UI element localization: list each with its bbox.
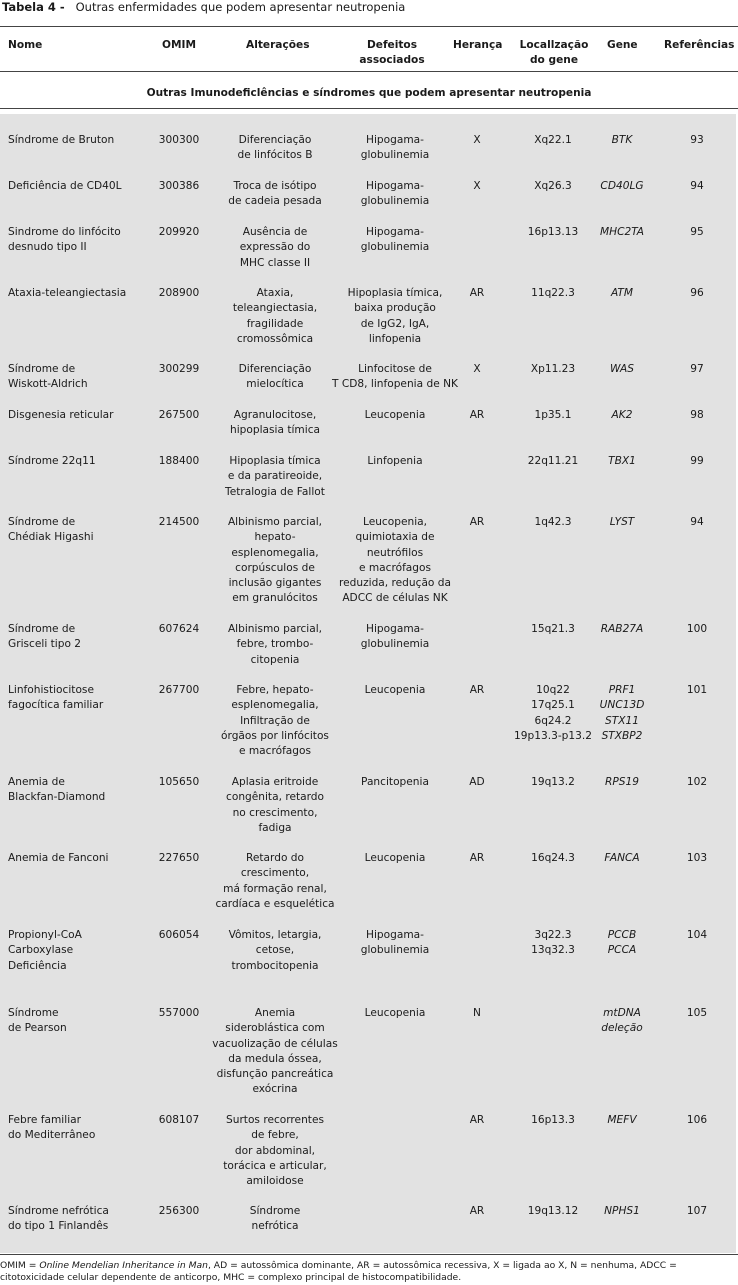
cell-heranca: AR: [469, 852, 485, 864]
cell-alteracoes: Albinismo parcial, hepato- esplenomegalia, corpúsculos de inclusão gigantes em granulócitos: [227, 516, 323, 605]
cell-local: 16q24.3: [531, 852, 575, 864]
top-rule: [0, 26, 738, 27]
cell-local: 10q22 17q25.1 6q24.2 19p13.3-p13.2: [514, 684, 592, 742]
header-defeitos: Defeitos associados: [359, 39, 425, 66]
section-rule: [0, 108, 738, 109]
cell-alteracoes: Troca de isótipo de cadeia pesada: [228, 180, 322, 208]
cell-gene: ATM: [610, 287, 634, 299]
cell-defeitos: Hipogama- globulinemia: [360, 134, 430, 162]
cell-local: 11q22.3: [531, 287, 575, 299]
cell-alteracoes: Surtos recorrentes de febre, dor abdominal, torácica e articular, amiloidose: [223, 1114, 327, 1188]
cell-defeitos: Hipogama- globulinemia: [360, 623, 430, 651]
cell-defeitos: Leucopenia, quimiotaxia de neutrófilos e macrófagos reduzida, redução da ADCC de células NK: [339, 516, 451, 605]
cell-defeitos: Leucopenia: [364, 1007, 426, 1019]
cell-defeitos: Linfocitose de T CD8, linfopenia de NK: [332, 363, 458, 391]
section-title: Outras Imunodeficlências e síndromes que podem apresentar neutropenia: [146, 87, 592, 99]
header-alteracoes: Alterações: [246, 39, 310, 51]
cell-defeitos: Hipogama- globulinemia: [360, 180, 430, 208]
cell-nome: Anemia de Blackfan-Diamond: [8, 776, 106, 804]
cell-defeitos: Leucopenia: [364, 409, 426, 421]
cell-local: 15q21.3: [531, 623, 575, 635]
cell-omim: 557000: [158, 1007, 200, 1019]
cell-omim: 300386: [158, 180, 200, 192]
cell-gene: FANCA: [604, 852, 640, 864]
cell-ref: 96: [690, 287, 704, 299]
footnote: [0, 1260, 736, 1284]
cell-heranca: AR: [469, 409, 485, 421]
cell-omim: 214500: [158, 516, 200, 528]
cell-nome: Ataxia-teleangiectasia: [8, 287, 127, 299]
cell-gene: AK2: [611, 409, 633, 421]
cell-ref: 107: [686, 1205, 708, 1217]
cell-local: Xq22.1: [534, 134, 572, 146]
cell-gene: mtDNA deleção: [601, 1007, 643, 1035]
cell-heranca: AD: [469, 776, 485, 788]
cell-heranca: N: [473, 1007, 481, 1019]
cell-heranca: X: [473, 363, 481, 375]
cell-omim: 608107: [158, 1114, 200, 1126]
cell-defeitos: Linfopenia: [367, 455, 423, 467]
cell-gene: TBX1: [608, 455, 636, 467]
cell-heranca: AR: [469, 287, 485, 299]
cell-omim: 208900: [158, 287, 200, 299]
cell-ref: 93: [690, 134, 704, 146]
cell-nome: Síndrome nefrótica do tipo 1 Finlandês: [8, 1205, 109, 1233]
cell-defeitos: Hipogama- globulinemia: [360, 929, 430, 957]
cell-gene: RAB27A: [600, 623, 644, 635]
cell-omim: 267500: [158, 409, 200, 421]
cell-gene: MHC2TA: [600, 226, 644, 238]
cell-gene: NPHS1: [604, 1205, 640, 1217]
cell-alteracoes: Diferenciação mielocítica: [238, 363, 312, 391]
cell-alteracoes: Ataxia, teleangiectasia, fragilidade cromossômica: [232, 287, 318, 345]
cell-ref: 100: [686, 623, 708, 635]
cell-ref: 102: [686, 776, 708, 788]
cell-gene: BTK: [611, 134, 633, 146]
cell-local: Xq26.3: [534, 180, 572, 192]
cell-defeitos: Leucopenia: [364, 852, 426, 864]
cell-local: 3q22.3 13q32.3: [531, 929, 575, 957]
cell-gene: LYST: [609, 516, 635, 528]
cell-nome: Deficiência de CD40L: [8, 180, 122, 192]
cell-ref: 101: [686, 684, 708, 696]
header-gene: Gene: [607, 39, 638, 51]
cell-ref: 106: [686, 1114, 708, 1126]
cell-alteracoes: Febre, hepato- esplenomegalia, Infiltração de órgãos por linfócitos e macrófagos: [221, 684, 329, 758]
cell-omim: 300299: [158, 363, 200, 375]
cell-omim: 607624: [158, 623, 200, 635]
cell-nome: Síndrome de Wiskott-Aldrich: [8, 363, 88, 391]
table-label: Tabela 4 -: [2, 0, 65, 14]
cell-local: Xp11.23: [530, 363, 576, 375]
cell-heranca: AR: [469, 684, 485, 696]
cell-alteracoes: Aplasia eritroide congênita, retardo no crescimento, fadiga: [226, 776, 324, 834]
header-referencias: Referências: [664, 39, 735, 51]
table-header: [0, 36, 738, 72]
cell-ref: 104: [686, 929, 708, 941]
cell-ref: 94: [690, 180, 704, 192]
bottom-rule: [0, 1254, 738, 1255]
cell-defeitos: Hipoplasia tímica, baixa produção de IgG2, IgA, linfopenia: [347, 287, 443, 345]
cell-heranca: X: [473, 180, 481, 192]
cell-local: 19q13.12: [527, 1205, 579, 1217]
cell-heranca: AR: [469, 516, 485, 528]
cell-local: 22q11.21: [527, 455, 579, 467]
cell-nome: Propionyl-CoA Carboxylase Deficiência: [8, 929, 82, 972]
cell-alteracoes: Vômitos, letargia, cetose, trombocitopenia: [228, 929, 322, 972]
cell-alteracoes: Hipoplasia tímica e da paratireoide, Tetralogia de Fallot: [225, 455, 325, 498]
cell-gene: PCCB PCCA: [607, 929, 637, 957]
cell-nome: Síndrome 22q11: [8, 455, 96, 467]
cell-nome: Síndrome de Bruton: [8, 134, 115, 146]
cell-defeitos: Pancitopenia: [361, 776, 429, 788]
cell-ref: 94: [690, 516, 704, 528]
cell-heranca: AR: [469, 1114, 485, 1126]
cell-alteracoes: Agranulocitose, hipoplasia tímica: [229, 409, 321, 437]
cell-nome: Febre familiar do Mediterrâneo: [8, 1114, 96, 1142]
cell-omim: 227650: [158, 852, 200, 864]
cell-ref: 105: [686, 1007, 708, 1019]
cell-nome: Sindrome do linfócito desnudo tipo II: [8, 226, 121, 254]
cell-gene: PRF1 UNC13D STX11 STXBP2: [599, 684, 645, 742]
cell-omim: 256300: [158, 1205, 200, 1217]
header-rule: [0, 71, 738, 72]
cell-local: 16p13.3: [531, 1114, 575, 1126]
cell-local: 1p35.1: [534, 409, 572, 421]
cell-defeitos: Leucopenia: [364, 684, 426, 696]
footnote-italic: Online Mendelian Inheritance in Man: [39, 1260, 208, 1271]
cell-gene: MEFV: [607, 1114, 637, 1126]
cell-nome: Disgenesia reticular: [8, 409, 114, 421]
cell-local: 1q42.3: [534, 516, 572, 528]
cell-gene: WAS: [610, 363, 634, 375]
footnote-lead: OMIM =: [0, 1260, 40, 1271]
cell-nome: Síndrome de Pearson: [8, 1007, 67, 1035]
cell-ref: 99: [690, 455, 704, 467]
header-omim: OMIM: [162, 39, 197, 51]
cell-heranca: AR: [469, 1205, 485, 1217]
cell-alteracoes: Ausência de expressão do MHC classe II: [239, 226, 311, 269]
cell-omim: 188400: [158, 455, 200, 467]
cell-alteracoes: Síndrome nefrótica: [249, 1205, 301, 1233]
cell-local: 16p13.13: [527, 226, 579, 238]
cell-omim: 209920: [158, 226, 200, 238]
cell-alteracoes: Anemia sideroblástica com vacuolização de células da medula óssea, disfunção pancreática exócrina: [212, 1007, 338, 1096]
cell-omim: 606054: [158, 929, 200, 941]
header-heranca: Herança: [453, 39, 503, 51]
cell-nome: Linfohistiocitose fagocítica familiar: [8, 684, 104, 712]
cell-alteracoes: Albinismo parcial, febre, trombo- citopenia: [227, 623, 323, 666]
cell-nome: Síndrome de Chédiak Higashi: [8, 516, 94, 544]
cell-alteracoes: Diferenciação de linfócitos B: [237, 134, 313, 162]
cell-ref: 97: [690, 363, 704, 375]
table-caption: [2, 0, 405, 14]
cell-defeitos: Hipogama- globulinemia: [360, 226, 430, 254]
cell-omim: 300300: [158, 134, 200, 146]
cell-ref: 103: [686, 852, 708, 864]
header-localizacao: Locallzação do gene: [519, 39, 589, 66]
cell-omim: 105650: [158, 776, 200, 788]
header-nome: Nome: [8, 39, 43, 51]
cell-nome: Anemia de Fanconi: [8, 852, 109, 864]
cell-alteracoes: Retardo do crescimento, má formação renal, cardíaca e esquelética: [215, 852, 335, 910]
cell-ref: 95: [690, 226, 704, 238]
footnote-rest: , AD = autossômica dominante, AR = autossômica recessiva, X = ligada ao X, N = nenhuma, ADCC = citotoxicidade celular dependente de anticorpo, MHC = complexo principal de histocompatibilidade.: [0, 1260, 677, 1283]
cell-gene: CD40LG: [600, 180, 644, 192]
table-title: Outras enfermidades que podem apresentar neutropenia: [75, 0, 406, 14]
cell-nome: Síndrome de Grisceli tipo 2: [8, 623, 82, 651]
cell-heranca: X: [473, 134, 481, 146]
cell-omim: 267700: [158, 684, 200, 696]
cell-gene: RPS19: [605, 776, 639, 788]
cell-ref: 98: [690, 409, 704, 421]
cell-local: 19q13.2: [531, 776, 575, 788]
